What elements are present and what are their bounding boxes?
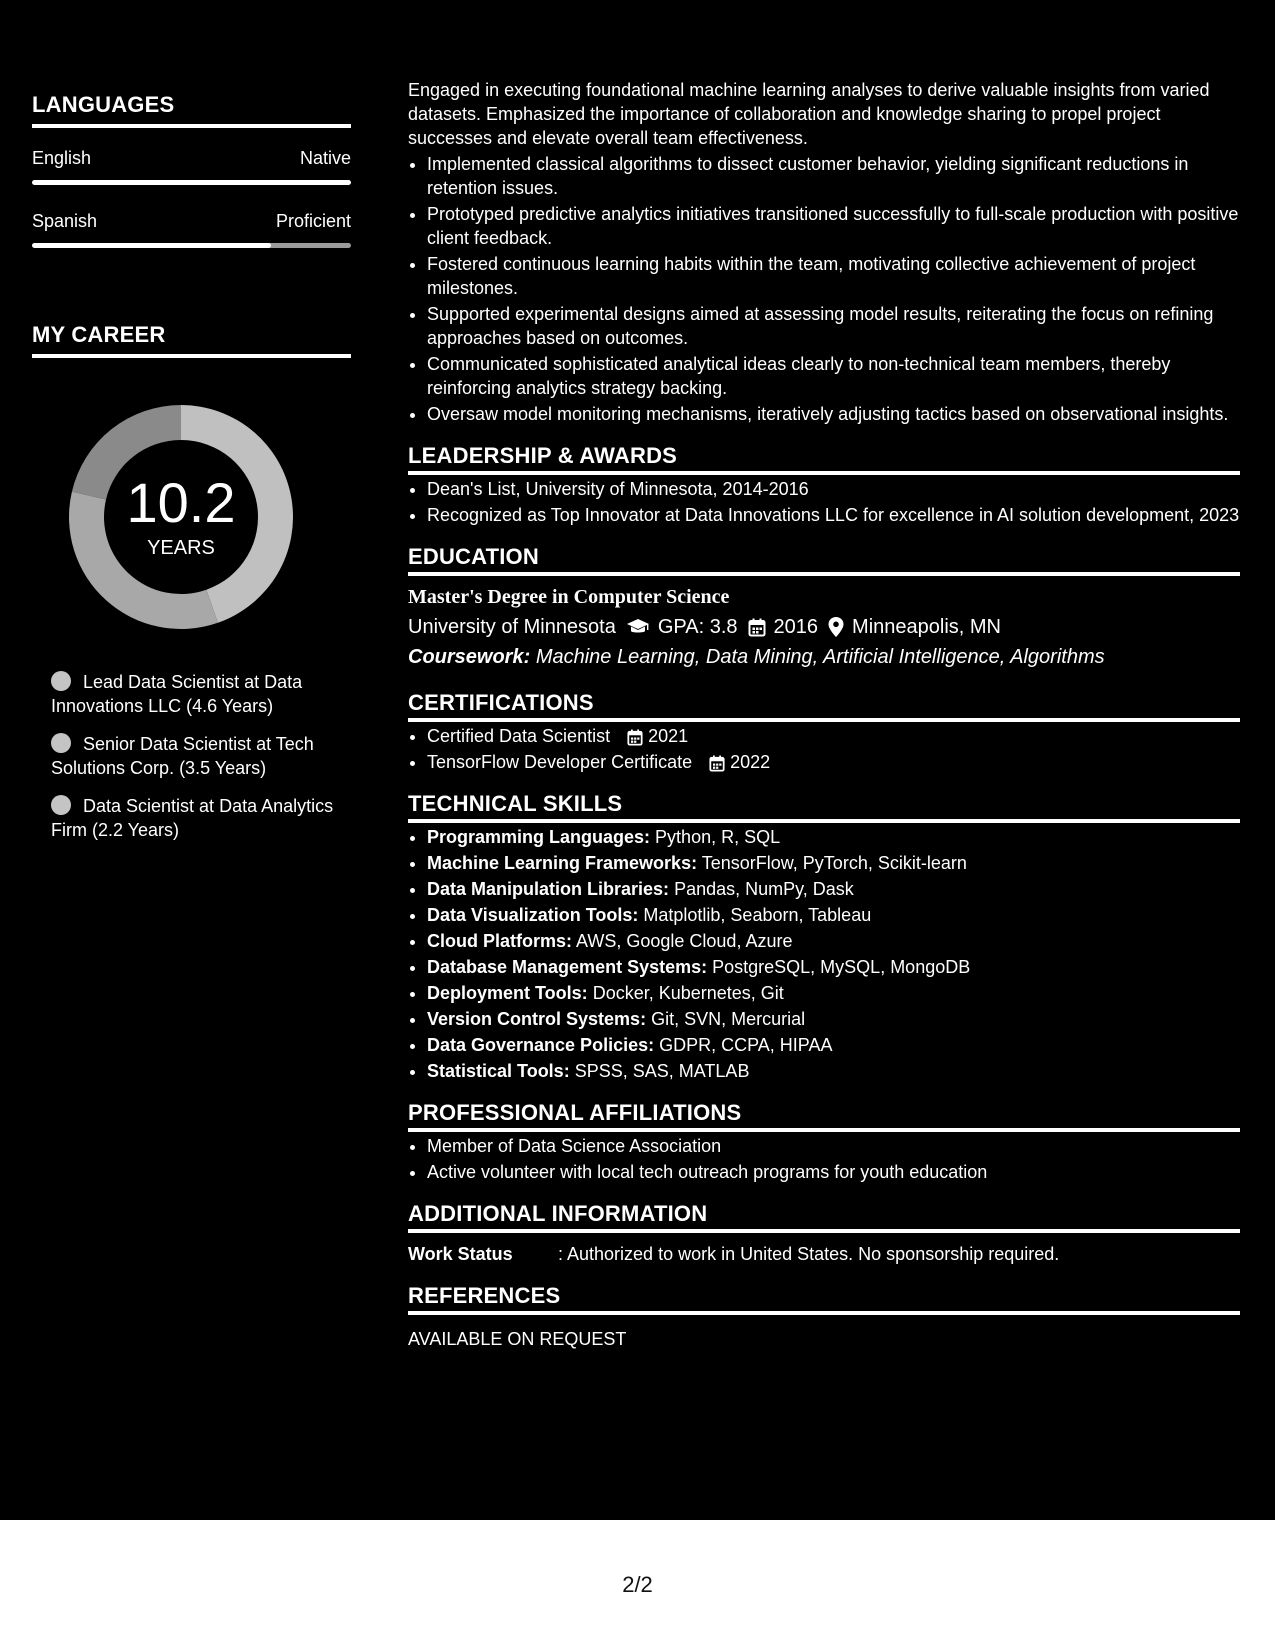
school-location: Minneapolis, MN [852, 616, 1001, 638]
list-item: • Recognized as Top Innovator at Data Innovations LLC for excellence in AI solution development, 2023 [427, 503, 1240, 527]
language-bar-fill [32, 180, 351, 185]
career-item: Lead Data Scientist at Data Innovations LLC (4.6 Years) [51, 672, 303, 716]
list-item: • Dean's List, University of Minnesota, 2014-2016 [427, 477, 1240, 501]
list-item: • Fostered continuous learning habits within the team, motivating collective achievement of project milestones. [427, 252, 1240, 300]
section-heading: CERTIFICATIONS [408, 691, 1240, 722]
career-total-unit: YEARS [147, 536, 215, 559]
language-name: Spanish [32, 211, 98, 231]
graduation-year: 2016 [773, 616, 819, 638]
language-name: English [32, 148, 92, 168]
section-heading: PROFESSIONAL AFFILIATIONS [408, 1101, 1240, 1132]
map-pin-icon [828, 617, 844, 637]
leadership-section [408, 444, 1240, 527]
career-item: Senior Data Scientist at Tech Solutions Corp. (3.5 Years) [51, 734, 314, 778]
experience-section [408, 78, 1240, 426]
career-total-years: 10.2 [126, 470, 236, 534]
skill-item: • Machine Learning Frameworks: TensorFlow, PyTorch, Scikit-learn [427, 851, 1240, 875]
experience-bullets [408, 152, 1240, 426]
section-heading: REFERENCES [408, 1284, 1240, 1315]
sidebar [32, 92, 351, 856]
skill-item: • Statistical Tools: SPSS, SAS, MATLAB [427, 1059, 1240, 1083]
career-heading: MY CAREER [32, 322, 351, 358]
skill-item: • Database Management Systems: PostgreSQL, MySQL, MongoDB [427, 955, 1240, 979]
skill-item: • Cloud Platforms: AWS, Google Cloud, Azure [427, 929, 1240, 953]
work-status-value: : Authorized to work in United States. No sponsorship required. [558, 1244, 1060, 1264]
main-column [408, 78, 1240, 1351]
additional-info-section [408, 1202, 1240, 1266]
section-heading: EDUCATION [408, 545, 1240, 576]
bullet-dot-icon [51, 671, 71, 691]
languages-heading: LANGUAGES [32, 92, 351, 128]
references-section [408, 1284, 1240, 1351]
work-status-row [408, 1242, 1240, 1266]
bullet-dot-icon [51, 733, 71, 753]
skills-section [408, 792, 1240, 1083]
skill-item: • Data Manipulation Libraries: Pandas, NumPy, Dask [427, 877, 1240, 901]
calendar-icon [709, 755, 725, 772]
skill-item: • Deployment Tools: Docker, Kubernetes, Git [427, 981, 1240, 1005]
references-text: AVAILABLE ON REQUEST [408, 1329, 627, 1349]
school-name: University of Minnesota [408, 616, 616, 638]
calendar-icon [627, 729, 643, 746]
certification-item: • Certified Data Scientist 2021 [427, 724, 1240, 748]
list-item: • Supported experimental designs aimed at assessing model results, reiterating the focus on refining approaches based on outcomes. [427, 302, 1240, 350]
list-item: • Active volunteer with local tech outreach programs for youth education [427, 1160, 1240, 1184]
certification-year: 2022 [730, 752, 771, 772]
language-level: Proficient [275, 211, 351, 231]
list-item: • Prototyped predictive analytics initiatives transitioned successfully to full-scale production with positive client feedback. [427, 202, 1240, 250]
language-english [32, 148, 351, 185]
list-item: • Communicated sophisticated analytical ideas clearly to non-technical team members, thereby reinforcing analytics strategy backing. [427, 352, 1240, 400]
calendar-icon [748, 618, 766, 637]
education-meta [408, 615, 1240, 639]
skill-item: • Programming Languages: Python, R, SQL [427, 825, 1240, 849]
coursework-list: Machine Learning, Data Mining, Artificial Intelligence, Algorithms [535, 646, 1105, 668]
list-item: • Implemented classical algorithms to dissect customer behavior, yielding significant reductions in retention issues. [427, 152, 1240, 200]
career-donut-chart [66, 402, 296, 632]
career-list [51, 670, 351, 842]
degree-title: Master's Degree in Computer Science [408, 586, 730, 608]
language-spanish [32, 211, 351, 248]
career-item: Data Scientist at Data Analytics Firm (2.2 Years) [51, 796, 334, 840]
list-item: • Member of Data Science Association [427, 1134, 1240, 1158]
coursework [408, 645, 1240, 669]
coursework-label: Coursework: [408, 646, 531, 668]
skill-item: • Version Control Systems: Git, SVN, Mercurial [427, 1007, 1240, 1031]
language-bar [32, 180, 351, 185]
language-bar-fill [32, 243, 271, 248]
certification-year: 2021 [648, 726, 689, 746]
skill-item: • Data Governance Policies: GDPR, CCPA, HIPAA [427, 1033, 1240, 1057]
education-section [408, 545, 1240, 669]
certification-item: • TensorFlow Developer Certificate 2022 [427, 750, 1240, 774]
page-number-footer [0, 1520, 1275, 1650]
affiliations-section [408, 1101, 1240, 1184]
experience-summary: Engaged in executing foundational machine learning analyses to derive valuable insights from varied datasets. Emphasized the importance of collaboration and knowledge sharing to propel project successes and elevate overall team effectiveness. [408, 80, 1210, 148]
work-status-label: Work Status [408, 1244, 513, 1264]
certifications-section [408, 691, 1240, 774]
graduation-cap-icon [626, 618, 650, 636]
language-level: Native [299, 148, 351, 168]
section-heading: TECHNICAL SKILLS [408, 792, 1240, 823]
gpa: GPA: 3.8 [657, 616, 738, 638]
bullet-dot-icon [51, 795, 71, 815]
skill-item: • Data Visualization Tools: Matplotlib, Seaborn, Tableau [427, 903, 1240, 927]
section-heading: LEADERSHIP & AWARDS [408, 444, 1240, 475]
page-number: 2/2 [622, 1572, 653, 1597]
section-heading: ADDITIONAL INFORMATION [408, 1202, 1240, 1233]
language-bar [32, 243, 351, 248]
list-item: • Oversaw model monitoring mechanisms, iteratively adjusting tactics based on observational insights. [427, 402, 1240, 426]
